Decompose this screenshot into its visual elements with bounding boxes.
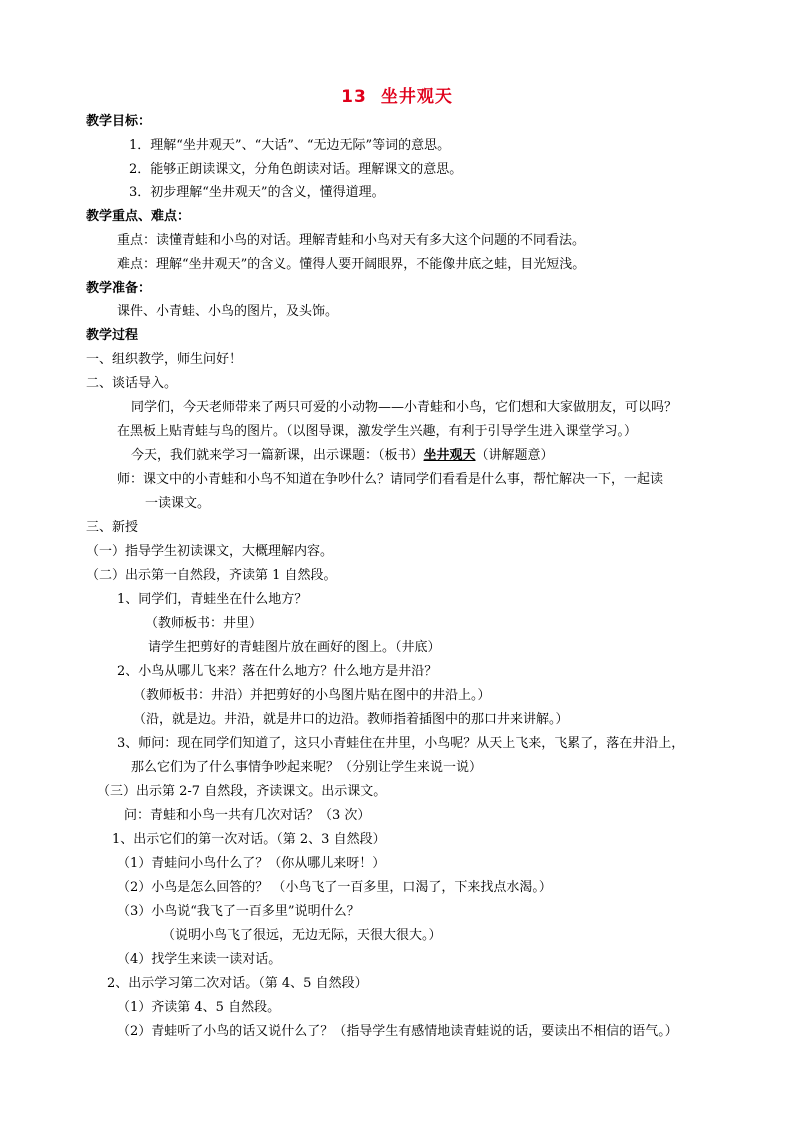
lesson-name: 坐井观天 bbox=[380, 87, 453, 107]
dialogue-item: （1）青蛙问小鸟什么了？（你从哪儿来呀！） bbox=[117, 856, 386, 871]
dialogue-heading: 2、出示学习第二次对话。（第 4、5 自然段） bbox=[107, 976, 368, 991]
section-heading: 二、谈话导入。 bbox=[86, 376, 178, 391]
section-heading: 一、组织教学，师生问好！ bbox=[86, 352, 243, 367]
prep-text: 课件、小青蛙、小鸟的图片，及头饰。 bbox=[117, 304, 339, 319]
keypoints-heading: 教学重点、难点： bbox=[86, 209, 191, 224]
note: 请学生把剪好的青蛙图片放在画好的图上。（井底） bbox=[148, 640, 441, 655]
note: （教师板书：井里） bbox=[145, 616, 263, 631]
note: （沿，就是边。井沿，就是井口的边沿。教师指着插图中的那口井来讲解。） bbox=[133, 712, 569, 727]
note: （教师板书：井沿）并把剪好的小鸟图片贴在图中的井沿上。） bbox=[133, 688, 491, 703]
paragraph: 同学们，今天老师带来了两只可爱的小动物——小青蛙和小鸟，它们想和大家做朋友，可以吗？ bbox=[131, 400, 678, 415]
lesson-number: 13 bbox=[341, 87, 367, 107]
dialogue-item: （3）小鸟说“我飞了一百多里”说明什么？ bbox=[117, 904, 360, 919]
goals-heading: 教学目标： bbox=[86, 114, 152, 129]
paragraph bbox=[131, 448, 554, 464]
dialogue-item: （1）齐读第 4、5 自然段。 bbox=[117, 1000, 281, 1015]
subsection-heading: （三）出示第 2-7 自然段，齐读课文。出示课文。 bbox=[97, 784, 387, 799]
subsection-heading: （一）指导学生初读课文，大概理解内容。 bbox=[86, 544, 334, 559]
dialogue-item: （2）小鸟是怎么回答的？ （小鸟飞了一百多里，口渴了，下来找点水渴。） bbox=[117, 880, 552, 895]
goal-item: 1．理解“坐井观天”、“大话”、“无边无际”等词的意思。 bbox=[129, 138, 451, 153]
focus-text: 重点：读懂青蛙和小鸟的对话。理解青蛙和小鸟对天有多大这个问题的不同看法。 bbox=[117, 233, 586, 248]
paragraph-text: 今天，我们就来学习一篇新课，出示课题：（板书） bbox=[131, 448, 424, 463]
dialogue-item: （4）找学生来读一读对话。 bbox=[117, 952, 282, 967]
dialogue-heading: 1、出示它们的第一次对话。（第 2、3 自然段） bbox=[112, 832, 386, 847]
process-heading: 教学过程 bbox=[86, 328, 139, 343]
question: 1、同学们，青蛙坐在什么地方？ bbox=[117, 592, 308, 607]
goal-item: 3．初步理解“坐井观天”的含义，懂得道理。 bbox=[129, 185, 385, 200]
question: 2、小鸟从哪儿飞来？落在什么地方？什么地方是井沿？ bbox=[117, 664, 438, 679]
paragraph: 师：课文中的小青蛙和小鸟不知道在争吵什么？请同学们看看是什么事，帮忙解决一下，一起读 bbox=[117, 472, 664, 487]
goal-item: 2．能够正朗读课文，分角色朗读对话。理解课文的意思。 bbox=[129, 162, 463, 177]
board-title: 坐井观天 bbox=[423, 448, 476, 463]
question: 3、师问：现在同学们知道了，这只小青蛙住在井里，小鸟呢？从天上飞来，飞累了，落在井沿上， bbox=[117, 736, 685, 751]
lesson-title bbox=[0, 82, 794, 107]
difficulty-text: 难点：理解“坐井观天”的含义。懂得人要开阔眼界，不能像井底之蛙，目光短浅。 bbox=[117, 257, 586, 272]
dialogue-item: （2）青蛙听了小鸟的话又说什么了？（指导学生有感情地读青蛙说的话，要读出不相信的语气。） bbox=[117, 1024, 678, 1039]
question: 问：青蛙和小鸟一共有几次对话？（3 次） bbox=[124, 808, 371, 823]
question-cont: 那么它们为了什么事情争吵起来呢？（分别让学生来说一说） bbox=[131, 760, 483, 775]
paragraph: 在黑板上贴青蛙与鸟的图片。（以图导课，激发学生兴趣，有利于引导学生进入课堂学习。） bbox=[117, 424, 638, 439]
paragraph-text: （讲解题意） bbox=[475, 448, 554, 463]
dialogue-note: （说明小鸟飞了很远，无边无际，天很大很大。） bbox=[162, 928, 442, 943]
subsection-heading: （二）出示第一自然段，齐读第 1 自然段。 bbox=[86, 568, 337, 583]
paragraph: 一读课文。 bbox=[145, 496, 211, 511]
section-heading: 三、新授 bbox=[86, 520, 139, 535]
prep-heading: 教学准备： bbox=[86, 281, 152, 296]
